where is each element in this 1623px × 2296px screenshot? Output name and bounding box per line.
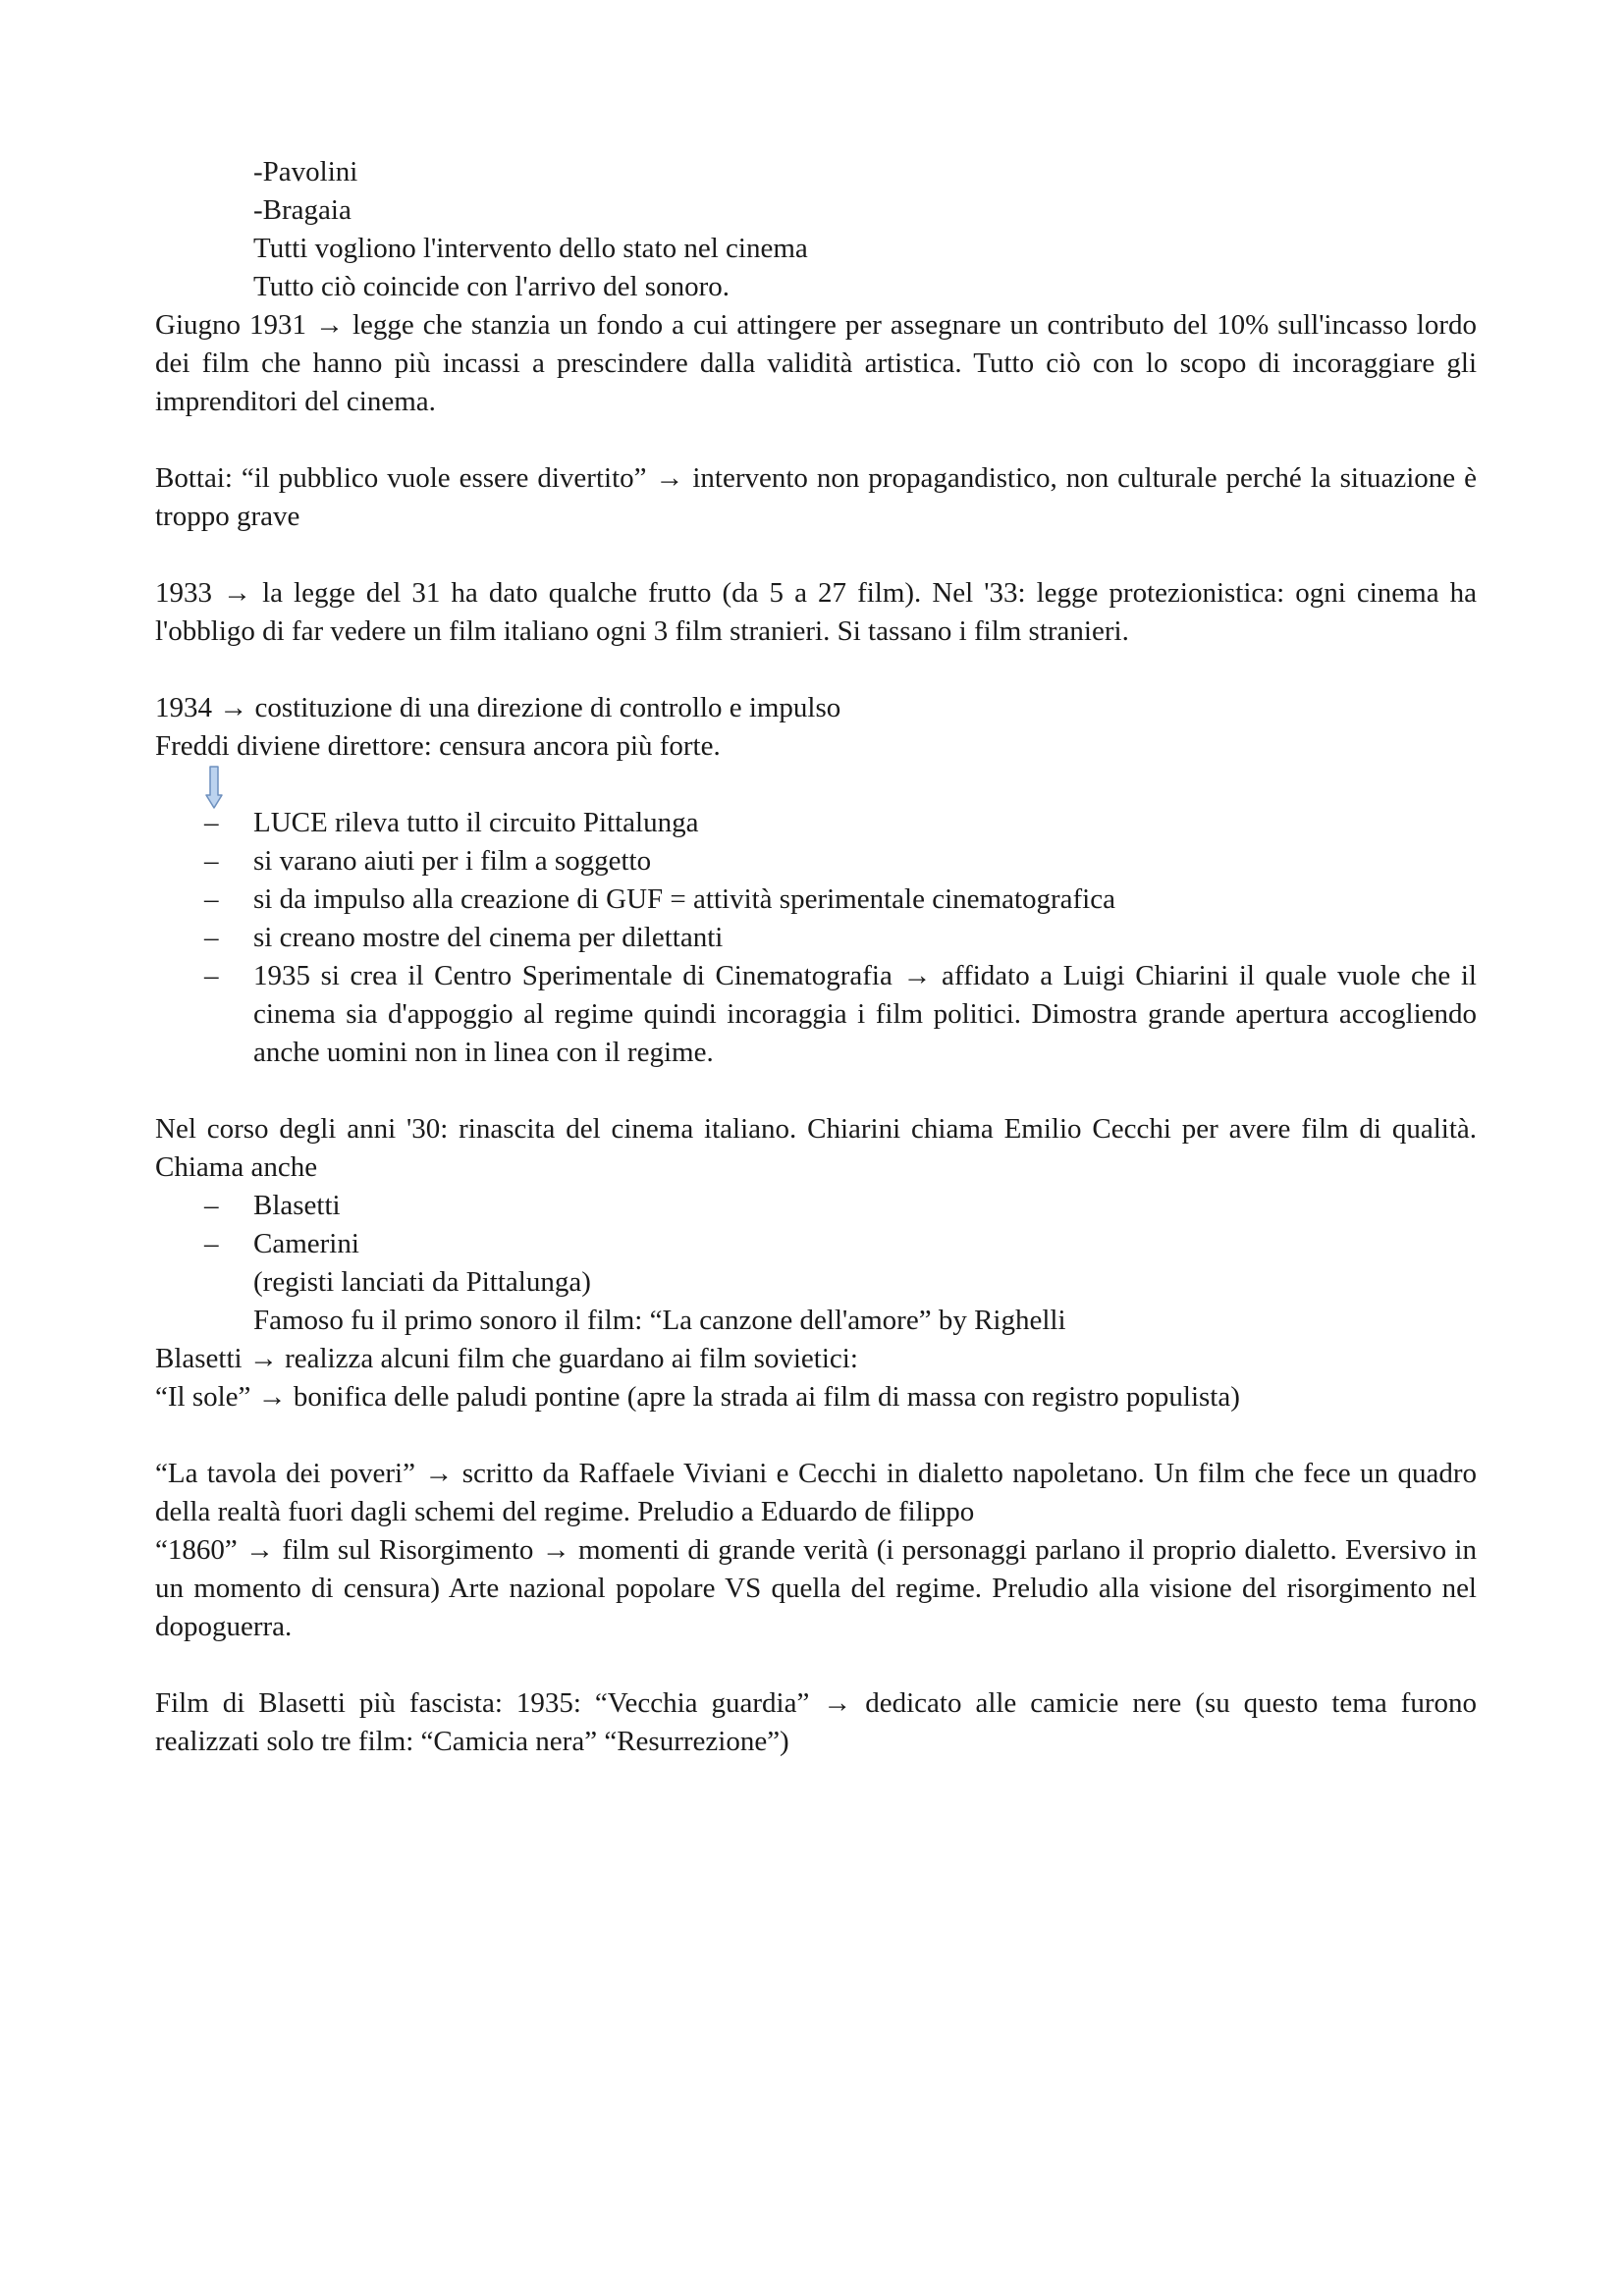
dash-bullet: – <box>204 922 219 953</box>
line-freddi: Freddi diviene direttore: censura ancora più forte. <box>155 730 721 762</box>
list-item-text: Blasetti <box>253 1190 341 1221</box>
list-item-text: si varano aiuti per i film a soggetto <box>253 845 652 877</box>
spacer <box>155 1072 1477 1110</box>
line-il-sole: “Il sole” → bonifica delle paludi pontine (apre la strada ai film di massa con registro populista) <box>155 1381 1240 1413</box>
paragraph-bottai: Bottai: “il pubblico vuole essere divertito” → intervento non propagandistico, non culturale perché la situazione è troppo grave <box>155 462 1477 532</box>
list-item-pavolini: -Pavolini <box>253 156 358 187</box>
dash-bullet: – <box>204 1228 219 1259</box>
list-item <box>155 1225 1477 1263</box>
note-registi-pittalunga: (registi lanciati da Pittalunga) <box>253 1266 591 1298</box>
note-primo-sonoro: Famoso fu il primo sonoro il film: “La canzone dell'amore” by Righelli <box>253 1305 1066 1336</box>
list-item <box>155 842 1477 881</box>
paragraph-1933: 1933 → la legge del 31 ha dato qualche frutto (da 5 a 27 film). Nel '33: legge protezionistica: ogni cinema ha l'obbligo di far vedere un film italiano ogni 3 film stranieri. Si tassano i film stranieri. <box>155 577 1477 647</box>
dash-bullet: – <box>204 960 219 991</box>
list-item-text: LUCE rileva tutto il circuito Pittalunga <box>253 807 699 838</box>
arrow-row <box>155 766 1477 804</box>
paragraph-1860: “1860” → film sul Risorgimento → momenti di grande verità (i personaggi parlano il proprio dialetto. Eversivo in un momento di censura) Arte nazional popolare VS quella del regime. Preludio alla visione del risorgimento nel dopoguerra. <box>155 1534 1477 1642</box>
down-arrow-icon <box>204 766 224 809</box>
spacer <box>155 1416 1477 1455</box>
paragraph-tavola-poveri: “La tavola dei poveri” → scritto da Raffaele Viviani e Cecchi in dialetto napoletano. Un film che fece un quadro della realtà fuori dagli schemi del regime. Preludio a Eduardo de filippo <box>155 1458 1477 1527</box>
line-blasetti: Blasetti → realizza alcuni film che guardano ai film sovietici: <box>155 1343 858 1374</box>
list-1934-measures <box>155 804 1477 1072</box>
list-item-bragaia: -Bragaia <box>253 194 352 226</box>
paragraph-vecchia-guardia: Film di Blasetti più fascista: 1935: “Vecchia guardia” → dedicato alle camicie nere (su questo tema furono realizzati solo tre film: “Camicia nera” “Resurrezione”) <box>155 1687 1477 1757</box>
dash-bullet: – <box>204 807 219 838</box>
list-item <box>155 1187 1477 1225</box>
list-item <box>155 804 1477 842</box>
list-item-text: Camerini <box>253 1228 359 1259</box>
dash-bullet: – <box>204 883 219 915</box>
spacer <box>155 421 1477 459</box>
spacer <box>155 536 1477 574</box>
spacer <box>155 1646 1477 1684</box>
note-intervento-stato: Tutti vogliono l'intervento dello stato nel cinema <box>253 233 808 264</box>
list-item <box>155 881 1477 919</box>
note-arrivo-sonoro: Tutto ciò coincide con l'arrivo del sonoro. <box>253 271 730 302</box>
dash-bullet: – <box>204 1190 219 1221</box>
list-item <box>155 957 1477 1072</box>
dash-bullet: – <box>204 845 219 877</box>
list-registi <box>155 1187 1477 1263</box>
list-item-text: si creano mostre del cinema per dilettanti <box>253 922 724 953</box>
paragraph-giugno-1931: Giugno 1931 → legge che stanzia un fondo a cui attingere per assegnare un contributo del 10% sull'incasso lordo dei film che hanno più incassi a prescindere dalla validità artistica. Tutto ciò con lo scopo di incoraggiare gli imprenditori del cinema. <box>155 309 1477 417</box>
list-item-text: 1935 si crea il Centro Sperimentale di Cinematografia → affidato a Luigi Chiarini il quale vuole che il cinema sia d'appoggio al regime quindi incoraggia i film politici. Dimostra grande apertura accogliendo anche uomini non in linea con il regime. <box>253 960 1477 1068</box>
spacer <box>155 651 1477 689</box>
paragraph-anni-30: Nel corso degli anni '30: rinascita del cinema italiano. Chiarini chiama Emilio Cecchi per avere film di qualità. Chiama anche <box>155 1113 1477 1183</box>
list-item-text: si da impulso alla creazione di GUF = attività sperimentale cinematografica <box>253 883 1115 915</box>
list-item <box>155 919 1477 957</box>
document-body <box>155 153 1477 1761</box>
line-1934: 1934 → costituzione di una direzione di controllo e impulso <box>155 692 841 723</box>
